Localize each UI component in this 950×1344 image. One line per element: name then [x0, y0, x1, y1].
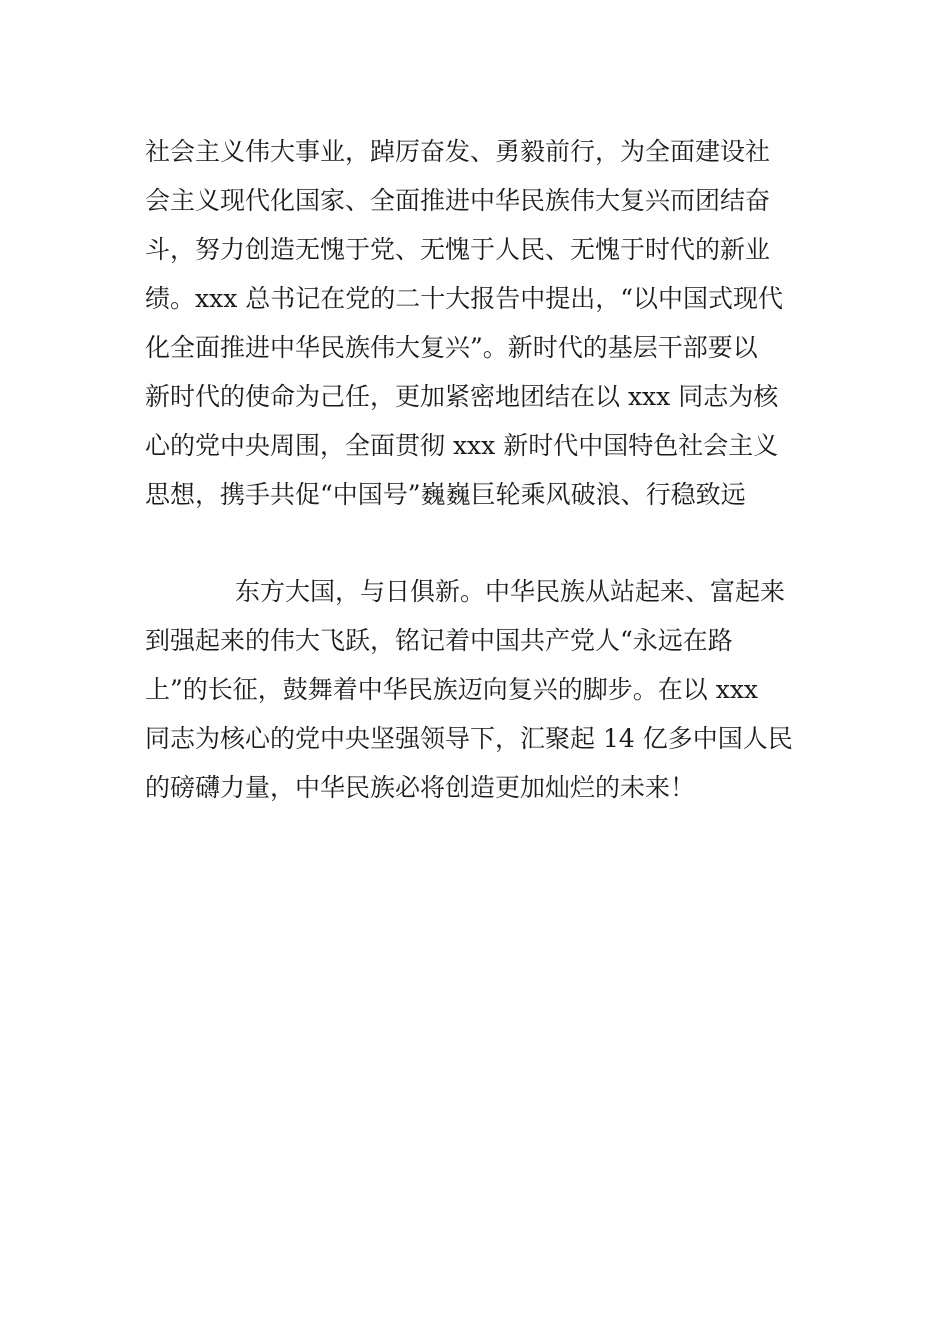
paragraph-line: 同志为核心的党中央坚强领导下，汇聚起 14 亿多中国人民 [145, 724, 793, 753]
paragraph-line: 社会主义伟大事业，踔厉奋发、勇毅前行，为全面建设社 [145, 137, 771, 166]
paragraph-line: 思想，携手共促“中国号”巍巍巨轮乘风破浪、行稳致远 [145, 480, 746, 509]
paragraph-line: 东方大国，与日俱新。中华民族从站起来、富起来 [235, 577, 786, 606]
paragraph-spacer [145, 519, 810, 567]
paragraph-1 [145, 127, 810, 519]
paragraph-line: 上”的长征，鼓舞着中华民族迈向复兴的脚步。在以 xxx [145, 675, 759, 704]
paragraph-line: 化全面推进中华民族伟大复兴”。新时代的基层干部要以 [145, 333, 758, 362]
paragraph-line: 斗，努力创造无愧于党、无愧于人民、无愧于时代的新业 [145, 235, 771, 264]
paragraph-line: 心的党中央周围，全面贯彻 xxx 新时代中国特色社会主义 [145, 431, 779, 460]
document-body [145, 127, 810, 812]
paragraph-line: 到强起来的伟大飞跃，铭记着中国共产党人“永远在路 [145, 626, 733, 655]
paragraph-line: 的磅礴力量，中华民族必将创造更加灿烂的未来！ [145, 773, 696, 802]
paragraph-line: 新时代的使命为己任，更加紧密地团结在以 xxx 同志为核 [145, 382, 779, 411]
paragraph-2 [145, 567, 810, 812]
paragraph-line: 绩。xxx 总书记在党的二十大报告中提出，“以中国式现代 [145, 284, 784, 313]
paragraph-line: 会主义现代化国家、全面推进中华民族伟大复兴而团结奋 [145, 186, 771, 215]
